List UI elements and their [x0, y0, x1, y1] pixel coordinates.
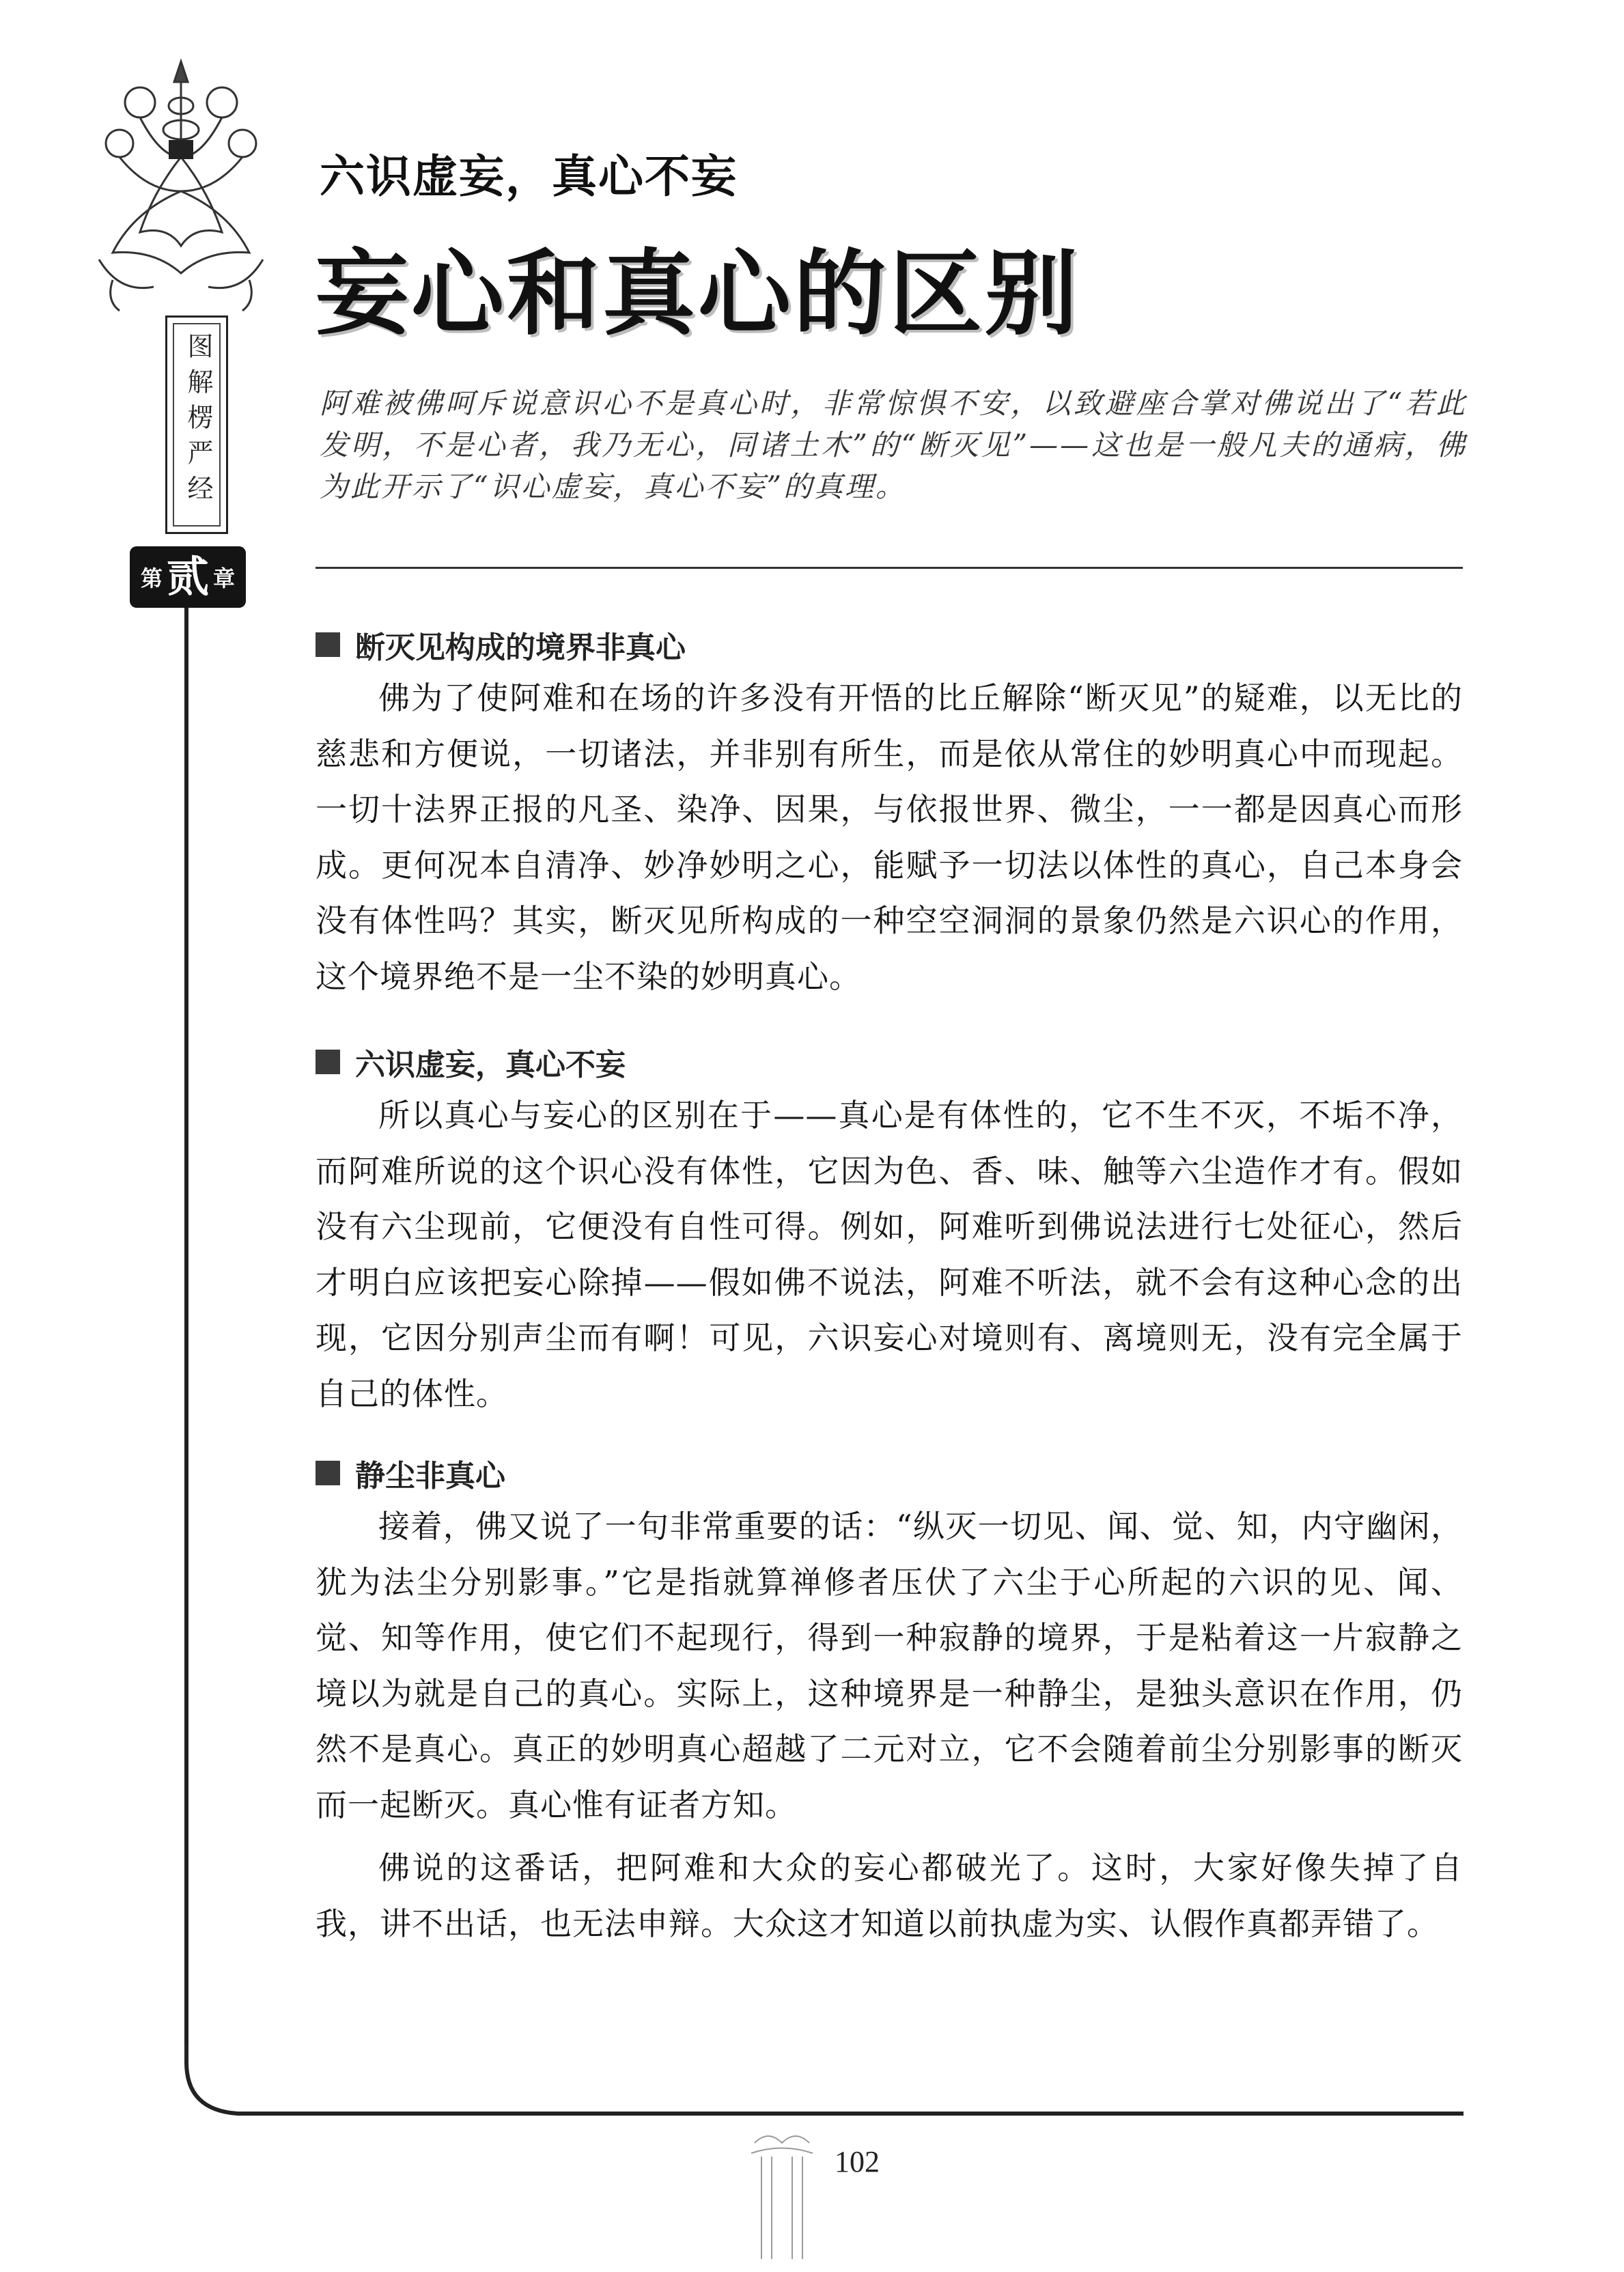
square-bullet-icon — [316, 1050, 340, 1074]
square-bullet-icon — [316, 632, 340, 657]
page-number: 102 — [835, 2145, 880, 2178]
body-paragraph: 佛为了使阿难和在场的许多没有开悟的比丘解除“断灭见”的疑难，以无比的慈悲和方便说，一切诸法，并非别有所生，而是依从常住的妙明真心中而现起。一切十法界正报的凡圣、染净、因果，与依报世界、微尘，一一都是因真心而形成。更何况本自清净、妙净妙明之心，能赋予一切法以体性的真心，自己本身会没有体性吗？其实，断灭见所构成的一种空空洞洞的景象仍然是六识心的作用，这个境界绝不是一尘不染的妙明真心。 — [316, 679, 1463, 995]
section-heading-text: 六识虚妄，真心不妄 — [355, 1048, 626, 1082]
chapter-tab — [130, 546, 246, 608]
header-divider — [316, 567, 1463, 569]
section-heading-text: 断灭见构成的境界非真心 — [355, 630, 686, 665]
intro-paragraph: 阿难被佛呵斥说意识心不是真心时，非常惊惧不安，以致避座合掌对佛说出了“若此发明，不是心者，我乃无心，同诸土木”的“断灭见”——这也是一般凡夫的通病，佛为此开示了“识心虚妄，真心不妄”的真理。 — [320, 387, 1467, 503]
section-heading — [316, 1040, 626, 1084]
body-paragraph: 所以真心与妄心的区别在于——真心是有体性的，它不生不灭，不垢不净，而阿难所说的这个识心没有体性，它因为色、香、味、触等六尘造作才有。假如没有六尘现前，它便没有自性可得。例如，阿难听到佛说法进行七处征心，然后才明白应该把妄心除掉——假如佛不说法，阿难不听法，就不会有这种心念的出现，它因分别声尘而有啊！可见，六识妄心对境则有、离境则无，没有完全属于自己的体性。 — [316, 1097, 1463, 1412]
square-bullet-icon — [316, 1461, 340, 1485]
section-heading — [316, 1451, 505, 1495]
section-heading — [316, 623, 686, 667]
bottom-frame-curve — [183, 2042, 1467, 2124]
lotus-vajra-ornament — [92, 55, 270, 321]
body-paragraph: 接着，佛又说了一句非常重要的话：“纵灭一切见、闻、觉、知，内守幽闲，犹为法尘分别影事。”它是指就算禅修者压伏了六尘于心所起的六识的见、闻、觉、知等作用，使它们不起现行，得到一种寂静的境界，于是粘着这一片寂静之境以为就是自己的真心。实际上，这种境界是一种静尘，是独头意识在作用，仍然不是真心。真正的妙明真心超越了二元对立，它不会随着前尘分别影事的断灭而一起断灭。真心惟有证者方知。 — [316, 1508, 1463, 1823]
chapter-number: 贰 — [166, 552, 209, 602]
section-heading-text: 静尘非真心 — [355, 1459, 505, 1493]
chapter-suffix: 章 — [213, 565, 236, 591]
page-title: 妄心和真心的区别 — [316, 239, 1080, 348]
sidebar-rule — [184, 608, 188, 2052]
body-paragraph: 佛说的这番话，把阿难和大众的妄心都破光了。这时，大家好像失掉了自我，讲不出话，也无法申辩。大众这才知道以前执虚为实、认假作真都弄错了。 — [316, 1849, 1463, 1942]
chapter-prefix: 第 — [140, 565, 163, 591]
book-title-box — [165, 315, 228, 534]
footer-lotus-ornament — [741, 2129, 850, 2266]
section-subtitle: 六识虚妄，真心不妄 — [320, 150, 738, 203]
book-title: 图解楞严经 — [183, 333, 213, 510]
